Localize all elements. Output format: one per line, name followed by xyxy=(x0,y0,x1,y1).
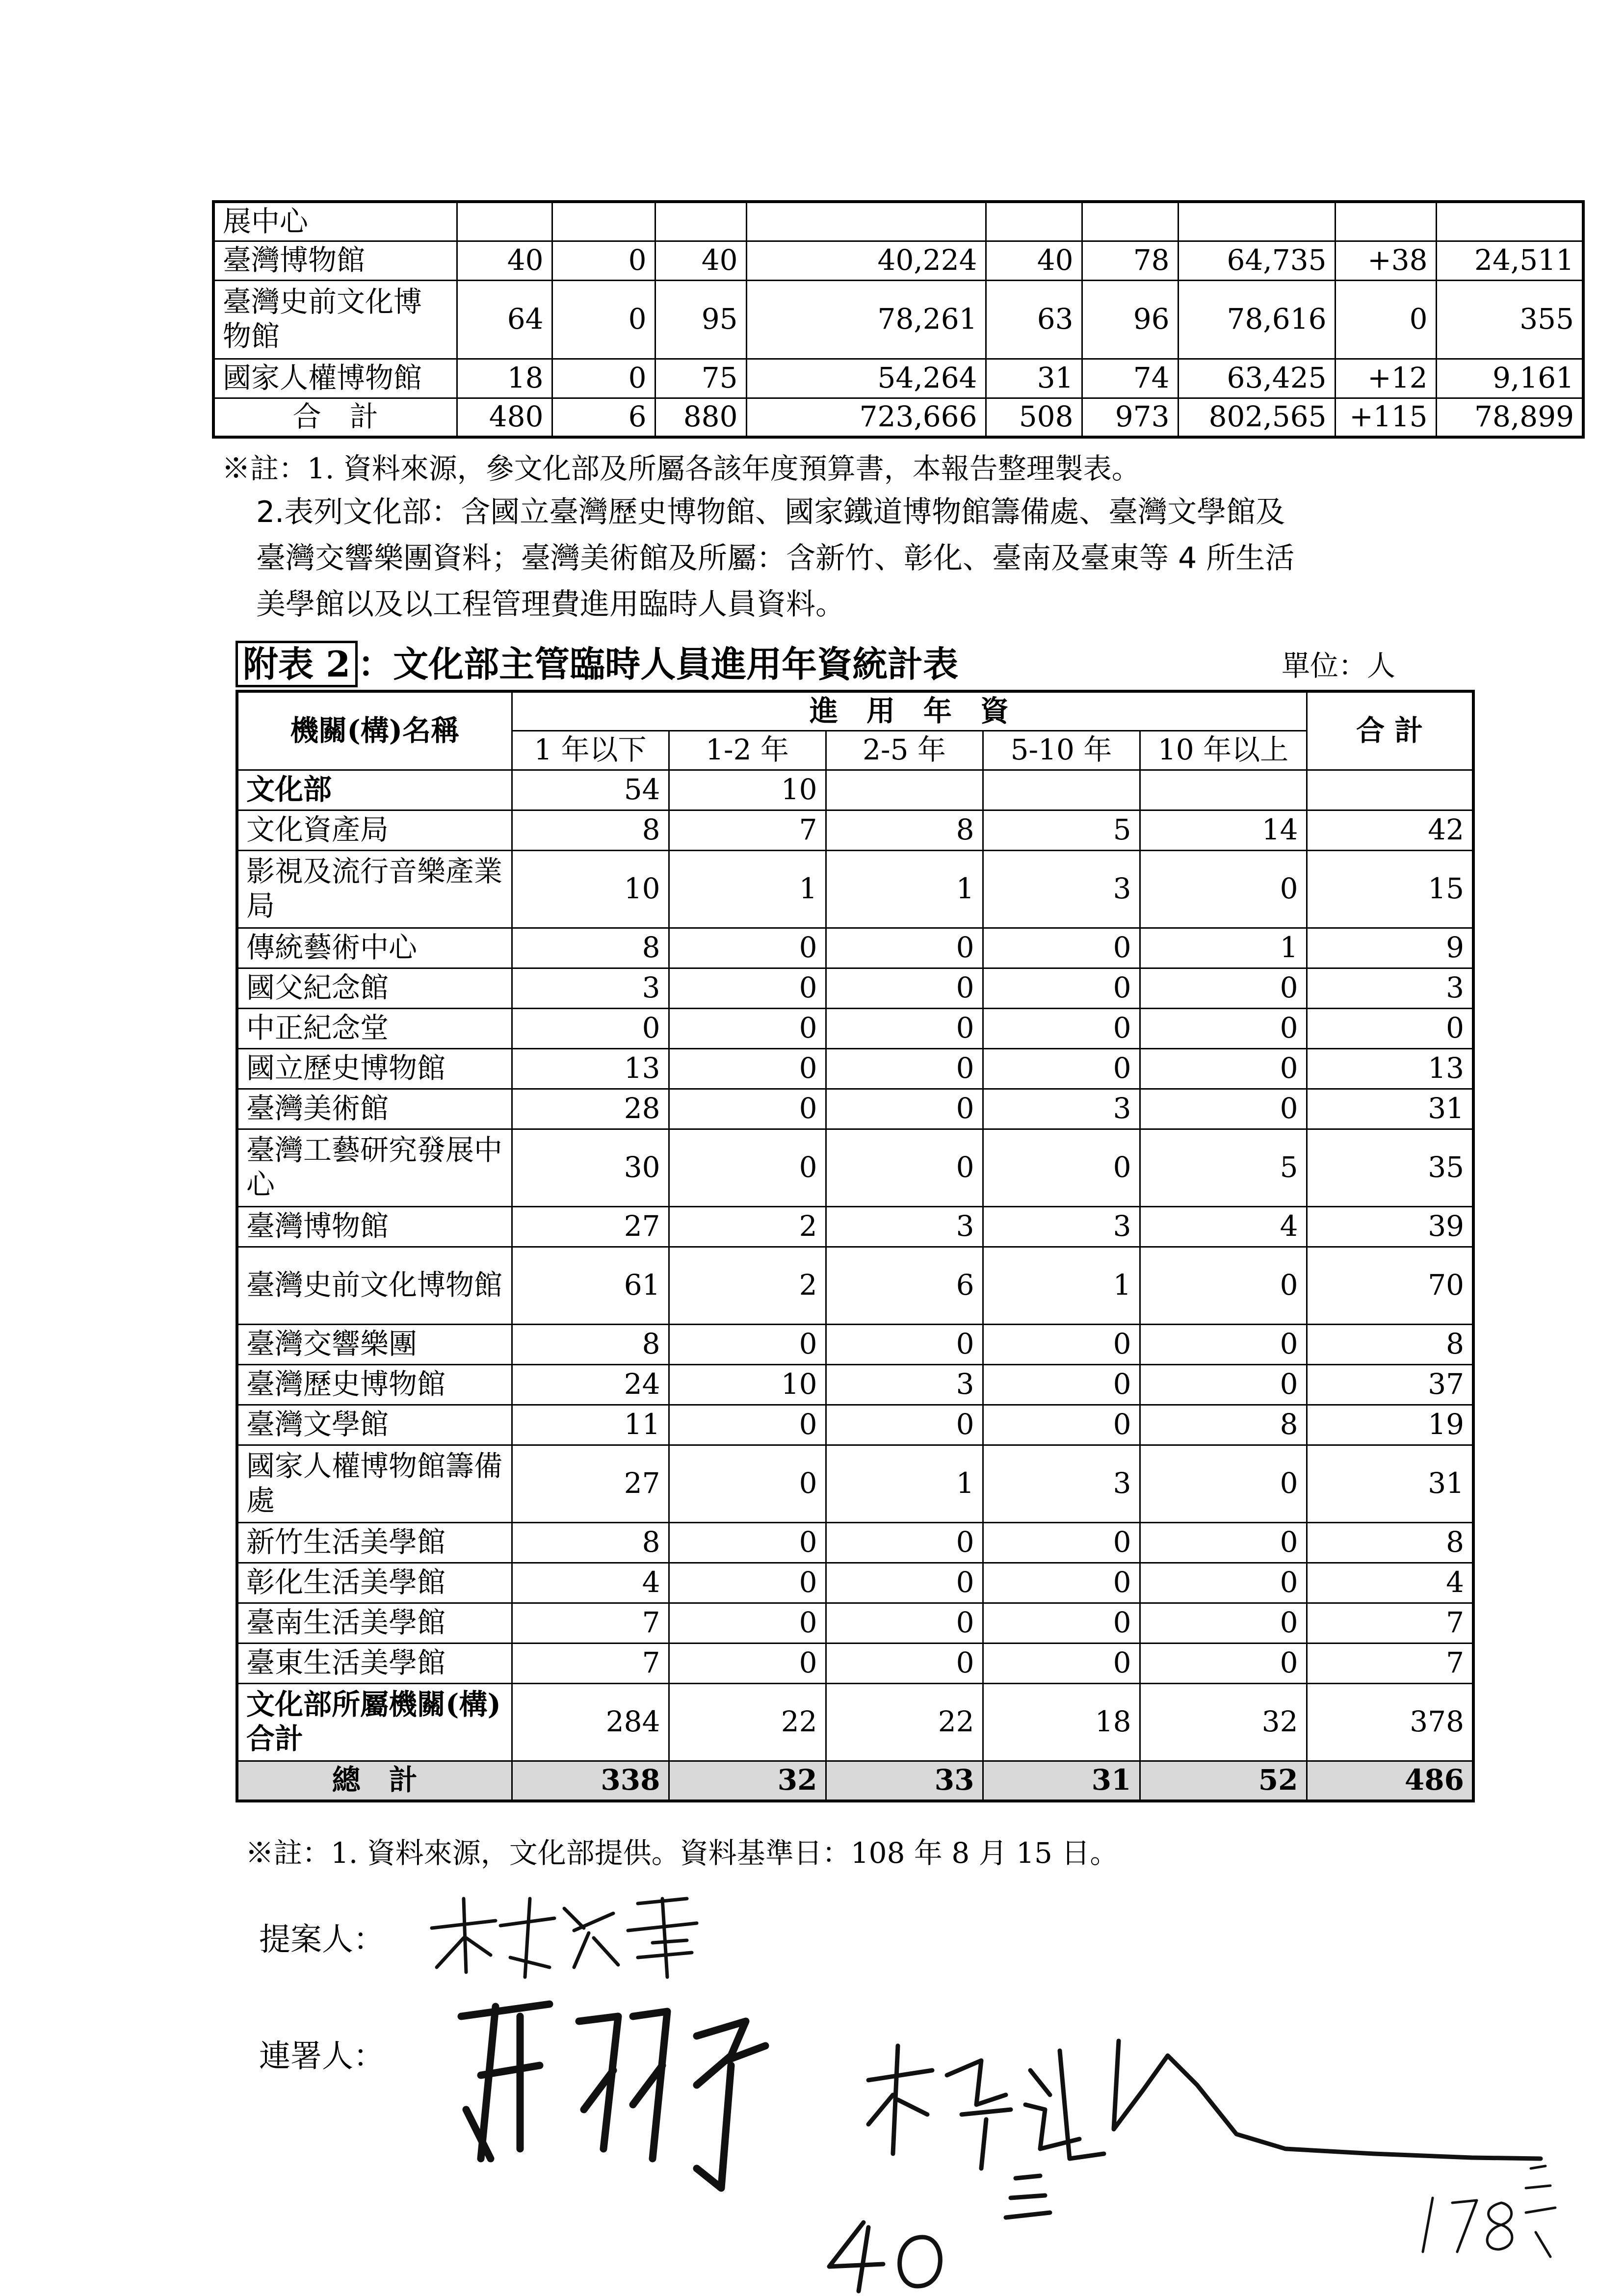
table2-cell: 0 xyxy=(669,1048,826,1089)
table2-cell: 3 xyxy=(1307,968,1473,1008)
table1-cell: 24,511 xyxy=(1436,241,1583,280)
table2-row-name: 臺灣文學館 xyxy=(237,1405,512,1445)
table2-cell: 0 xyxy=(1140,850,1307,928)
table2-cell: 2 xyxy=(669,1247,826,1324)
table2-cell: 0 xyxy=(826,1089,983,1129)
table1-cell: 78,616 xyxy=(1178,280,1335,359)
table2-cell: 0 xyxy=(1140,1522,1307,1563)
table2-cell: 0 xyxy=(826,1643,983,1683)
page-mark xyxy=(829,2176,1050,2291)
table2-cell: 52 xyxy=(1140,1761,1307,1801)
table2-row-name: 彰化生活美學館 xyxy=(237,1563,512,1603)
table2-cell: 3 xyxy=(512,968,669,1008)
table2-cell: 19 xyxy=(1307,1405,1473,1445)
table1-cell: +12 xyxy=(1335,359,1436,398)
table2-cell: 0 xyxy=(669,1563,826,1603)
table2-cell: 11 xyxy=(512,1405,669,1445)
table2-cell: 0 xyxy=(826,1405,983,1445)
table2-cell: 0 xyxy=(826,1008,983,1048)
table2-cell: 31 xyxy=(1307,1445,1473,1522)
table2-cell: 0 xyxy=(826,1048,983,1089)
table2-cell: 32 xyxy=(1140,1683,1307,1761)
table1-cell: 508 xyxy=(986,398,1082,437)
table2-cell: 18 xyxy=(983,1683,1140,1761)
table1-cell: 880 xyxy=(655,398,746,437)
table2-cell: 0 xyxy=(669,1129,826,1206)
table2-cell: 0 xyxy=(1140,1008,1307,1048)
table2-cell: 0 xyxy=(983,1129,1140,1206)
table2-cell: 0 xyxy=(669,1643,826,1683)
table2-cell: 8 xyxy=(826,810,983,850)
table2-cell: 0 xyxy=(983,1008,1140,1048)
table2-cell: 37 xyxy=(1307,1364,1473,1405)
table2-row-name: 文化部所屬機關(構)合計 xyxy=(237,1683,512,1761)
cosigner-label: 連署人： xyxy=(259,2038,385,2075)
table2-cell: 0 xyxy=(669,1405,826,1445)
table1-cell: 18 xyxy=(457,359,552,398)
table1-note-line2: 2.表列文化部：含國立臺灣歷史博物館、國家鐵道博物館籌備處、臺灣文學館及 xyxy=(256,495,1285,529)
table1-cell: 96 xyxy=(1082,280,1178,359)
table2-cell: 4 xyxy=(1140,1206,1307,1247)
table1-cell: 0 xyxy=(552,280,655,359)
table1-cell: 6 xyxy=(552,398,655,437)
table1-cell: +115 xyxy=(1335,398,1436,437)
table1-cell: +38 xyxy=(1335,241,1436,280)
table2-caption-title: ：文化部主管臨時人員進用年資統計表 xyxy=(358,643,959,685)
table2-row-name: 臺灣美術館 xyxy=(237,1089,512,1129)
table2-cell: 0 xyxy=(826,928,983,968)
table2-cell: 15 xyxy=(1307,850,1473,928)
table2-cell: 0 xyxy=(983,1324,1140,1364)
table1-cell: 0 xyxy=(552,241,655,280)
table2-cell: 0 xyxy=(983,1364,1140,1405)
table1-cell: 64 xyxy=(457,280,552,359)
table2-cell: 0 xyxy=(512,1008,669,1048)
table2-cell: 2 xyxy=(669,1206,826,1247)
header-col-under-1y: 1 年以下 xyxy=(512,731,669,770)
table2-cell: 0 xyxy=(983,1405,1140,1445)
header-col-over-10y: 10 年以上 xyxy=(1140,731,1307,770)
table2-cell: 9 xyxy=(1307,928,1473,968)
table2-cell: 31 xyxy=(1307,1089,1473,1129)
table2-cell: 4 xyxy=(1307,1563,1473,1603)
table2-cell: 0 xyxy=(669,1324,826,1364)
table2-unit: 單位：人 xyxy=(1282,649,1396,682)
table2-cell: 0 xyxy=(983,1643,1140,1683)
table1-cell: 973 xyxy=(1082,398,1178,437)
table2-row-name: 文化部 xyxy=(237,770,512,810)
table2-cell: 7 xyxy=(512,1603,669,1643)
table2-cell: 30 xyxy=(512,1129,669,1206)
table2-row-name: 文化資產局 xyxy=(237,810,512,850)
table2-cell: 0 xyxy=(669,1522,826,1563)
table2-cell: 0 xyxy=(1140,1247,1307,1324)
table1-cell: 0 xyxy=(552,359,655,398)
table2-row-name: 國家人權博物館籌備處 xyxy=(237,1445,512,1522)
proposer-signature xyxy=(432,1899,697,1977)
table2-cell: 0 xyxy=(826,968,983,1008)
table2-cell: 7 xyxy=(669,810,826,850)
table2-cell: 33 xyxy=(826,1761,983,1801)
table2-row-name: 臺灣博物館 xyxy=(237,1206,512,1247)
table2-cell: 0 xyxy=(983,968,1140,1008)
table1-row-name: 臺灣博物館 xyxy=(213,241,457,280)
proposer-label: 提案人： xyxy=(259,1922,385,1958)
table2-cell: 22 xyxy=(669,1683,826,1761)
table2-cell: 22 xyxy=(826,1683,983,1761)
table2-cell: 1 xyxy=(983,1247,1140,1324)
table2-cell: 0 xyxy=(983,1048,1140,1089)
table2-row-name: 總 計 xyxy=(237,1761,512,1801)
table2-cell: 13 xyxy=(512,1048,669,1089)
table2-cell: 8 xyxy=(512,810,669,850)
table1-note-source: ※註：1. 資料來源，參文化部及所屬各該年度預算書，本報告整理製表。 xyxy=(222,452,1140,485)
table1-cell: 723,666 xyxy=(746,398,986,437)
table2-cell: 10 xyxy=(512,850,669,928)
table2-cell: 61 xyxy=(512,1247,669,1324)
header-col-2-5y: 2-5 年 xyxy=(826,731,983,770)
table2-cell: 24 xyxy=(512,1364,669,1405)
table2-cell: 8 xyxy=(1307,1522,1473,1563)
table1-cell: 40 xyxy=(655,241,746,280)
table2-cell: 32 xyxy=(669,1761,826,1801)
table2-cell: 28 xyxy=(512,1089,669,1129)
table2-cell: 10 xyxy=(669,1364,826,1405)
table2-cell: 0 xyxy=(669,1445,826,1522)
table2-row-name: 國立歷史博物館 xyxy=(237,1048,512,1089)
table2-row-name: 臺灣交響樂團 xyxy=(237,1324,512,1364)
corner-mark xyxy=(1423,2166,1555,2257)
table2-cell: 7 xyxy=(512,1643,669,1683)
table2-cell: 42 xyxy=(1307,810,1473,850)
table2-cell: 0 xyxy=(826,1563,983,1603)
table1-cell: 74 xyxy=(1082,359,1178,398)
table2-cell: 0 xyxy=(1140,1089,1307,1129)
table1-note-line4: 美學館以及以工程管理費進用臨時人員資料。 xyxy=(256,587,845,622)
table2-cell: 13 xyxy=(1307,1048,1473,1089)
table2-cell: 6 xyxy=(826,1247,983,1324)
header-col-1-2y: 1-2 年 xyxy=(669,731,826,770)
table1-cell: 9,161 xyxy=(1436,359,1583,398)
table2-row-name: 臺東生活美學館 xyxy=(237,1643,512,1683)
table2-cell: 0 xyxy=(826,1324,983,1364)
table1-cell: 95 xyxy=(655,280,746,359)
table2-row-name: 臺灣工藝研究發展中心 xyxy=(237,1129,512,1206)
table1-cell: 355 xyxy=(1436,280,1583,359)
table2-cell: 7 xyxy=(1307,1603,1473,1643)
table2-row-name: 臺灣歷史博物館 xyxy=(237,1364,512,1405)
header-seniority-group: 進 用 年 資 xyxy=(512,691,1307,731)
table2-cell: 5 xyxy=(983,810,1140,850)
table2-row-name: 臺南生活美學館 xyxy=(237,1603,512,1643)
table2-cell: 5 xyxy=(1140,1129,1307,1206)
table2-cell: 0 xyxy=(1140,1643,1307,1683)
table2-cell: 0 xyxy=(983,1603,1140,1643)
table2-cell: 0 xyxy=(669,1008,826,1048)
table2-cell: 0 xyxy=(1307,1008,1473,1048)
table2-cell: 8 xyxy=(512,928,669,968)
table2-cell: 7 xyxy=(1307,1643,1473,1683)
table1-cell: 63 xyxy=(986,280,1082,359)
table2-cell: 27 xyxy=(512,1206,669,1247)
table2-note-source: ※註：1. 資料來源，文化部提供。資料基準日：108 年 8 月 15 日。 xyxy=(245,1836,1119,1870)
table2-cell: 10 xyxy=(669,770,826,810)
table2-cell: 0 xyxy=(1140,1048,1307,1089)
table1-cell: 0 xyxy=(1335,280,1436,359)
header-col-5-10y: 5-10 年 xyxy=(983,731,1140,770)
table2-cell: 0 xyxy=(983,1563,1140,1603)
table1-cell: 64,735 xyxy=(1178,241,1335,280)
table2-caption-number: 附表 2 xyxy=(236,641,358,687)
table2-cell: 338 xyxy=(512,1761,669,1801)
table2-cell: 0 xyxy=(983,928,1140,968)
table2-cell: 284 xyxy=(512,1683,669,1761)
table2-cell: 0 xyxy=(1140,1324,1307,1364)
table2-cell: 27 xyxy=(512,1445,669,1522)
table2-cell: 54 xyxy=(512,770,669,810)
table2-cell: 1 xyxy=(669,850,826,928)
table2-cell: 3 xyxy=(983,1445,1140,1522)
table2-cell: 0 xyxy=(1140,968,1307,1008)
table1-cell: 40 xyxy=(986,241,1082,280)
table2-cell: 378 xyxy=(1307,1683,1473,1761)
table1-cell: 75 xyxy=(655,359,746,398)
table2-cell: 35 xyxy=(1307,1129,1473,1206)
table1-cell: 480 xyxy=(457,398,552,437)
table1-cell: 40 xyxy=(457,241,552,280)
table1-cell: 63,425 xyxy=(1178,359,1335,398)
table2-cell: 0 xyxy=(826,1603,983,1643)
table1-row-name: 國家人權博物館 xyxy=(213,359,457,398)
table2-cell: 486 xyxy=(1307,1761,1473,1801)
table2-cell: 4 xyxy=(512,1563,669,1603)
cosigner-signature-two xyxy=(868,2041,1541,2168)
table2-cell: 0 xyxy=(983,1522,1140,1563)
table2-cell: 1 xyxy=(826,850,983,928)
table1-cell: 802,565 xyxy=(1178,398,1335,437)
cosigner-signature-one xyxy=(461,2004,765,2188)
table2-cell: 3 xyxy=(983,1089,1140,1129)
table1-cell: 31 xyxy=(986,359,1082,398)
table2-cell: 0 xyxy=(826,1522,983,1563)
table2-cell: 0 xyxy=(669,1089,826,1129)
table2-cell: 1 xyxy=(826,1445,983,1522)
table1-row-name: 展中心 xyxy=(213,202,457,241)
table2-cell: 8 xyxy=(1140,1405,1307,1445)
table2-cell: 0 xyxy=(1140,1445,1307,1522)
table2-cell: 0 xyxy=(669,1603,826,1643)
table2-cell: 39 xyxy=(1307,1206,1473,1247)
table2-cell: 8 xyxy=(1307,1324,1473,1364)
table1-cell: 40,224 xyxy=(746,241,986,280)
table1-row-name: 合 計 xyxy=(213,398,457,437)
table2-cell: 14 xyxy=(1140,810,1307,850)
table2-row-name: 臺灣史前文化博物館 xyxy=(237,1247,512,1324)
table2-cell: 8 xyxy=(512,1324,669,1364)
table2-cell: 0 xyxy=(1140,1364,1307,1405)
table1-cell: 78,899 xyxy=(1436,398,1583,437)
table2-cell: 3 xyxy=(983,850,1140,928)
table2-row-name: 中正紀念堂 xyxy=(237,1008,512,1048)
table1-row-name: 臺灣史前文化博物館 xyxy=(213,280,457,359)
table2-row-name: 新竹生活美學館 xyxy=(237,1522,512,1563)
table1-cell: 78 xyxy=(1082,241,1178,280)
table2-cell: 31 xyxy=(983,1761,1140,1801)
table2-row-name: 影視及流行音樂產業局 xyxy=(237,850,512,928)
table2-row-name: 傳統藝術中心 xyxy=(237,928,512,968)
header-total: 合 計 xyxy=(1307,691,1473,770)
table2-cell: 0 xyxy=(669,928,826,968)
table2-cell: 0 xyxy=(1140,1563,1307,1603)
table1-cell: 78,261 xyxy=(746,280,986,359)
table1-note-line3: 臺灣交響樂團資料；臺灣美術館及所屬：含新竹、彰化、臺南及臺東等 4 所生活 xyxy=(256,541,1295,575)
header-agency-name: 機關(構)名稱 xyxy=(237,691,512,770)
table2-cell: 0 xyxy=(826,1129,983,1206)
table2-cell: 8 xyxy=(512,1522,669,1563)
table2-cell: 0 xyxy=(1140,1603,1307,1643)
table2-cell: 1 xyxy=(1140,928,1307,968)
table2-cell: 3 xyxy=(983,1206,1140,1247)
table2-row-name: 國父紀念館 xyxy=(237,968,512,1008)
table2-cell: 0 xyxy=(669,968,826,1008)
table2-cell: 3 xyxy=(826,1364,983,1405)
table1-cell: 54,264 xyxy=(746,359,986,398)
table2-cell: 3 xyxy=(826,1206,983,1247)
table2-cell: 70 xyxy=(1307,1247,1473,1324)
